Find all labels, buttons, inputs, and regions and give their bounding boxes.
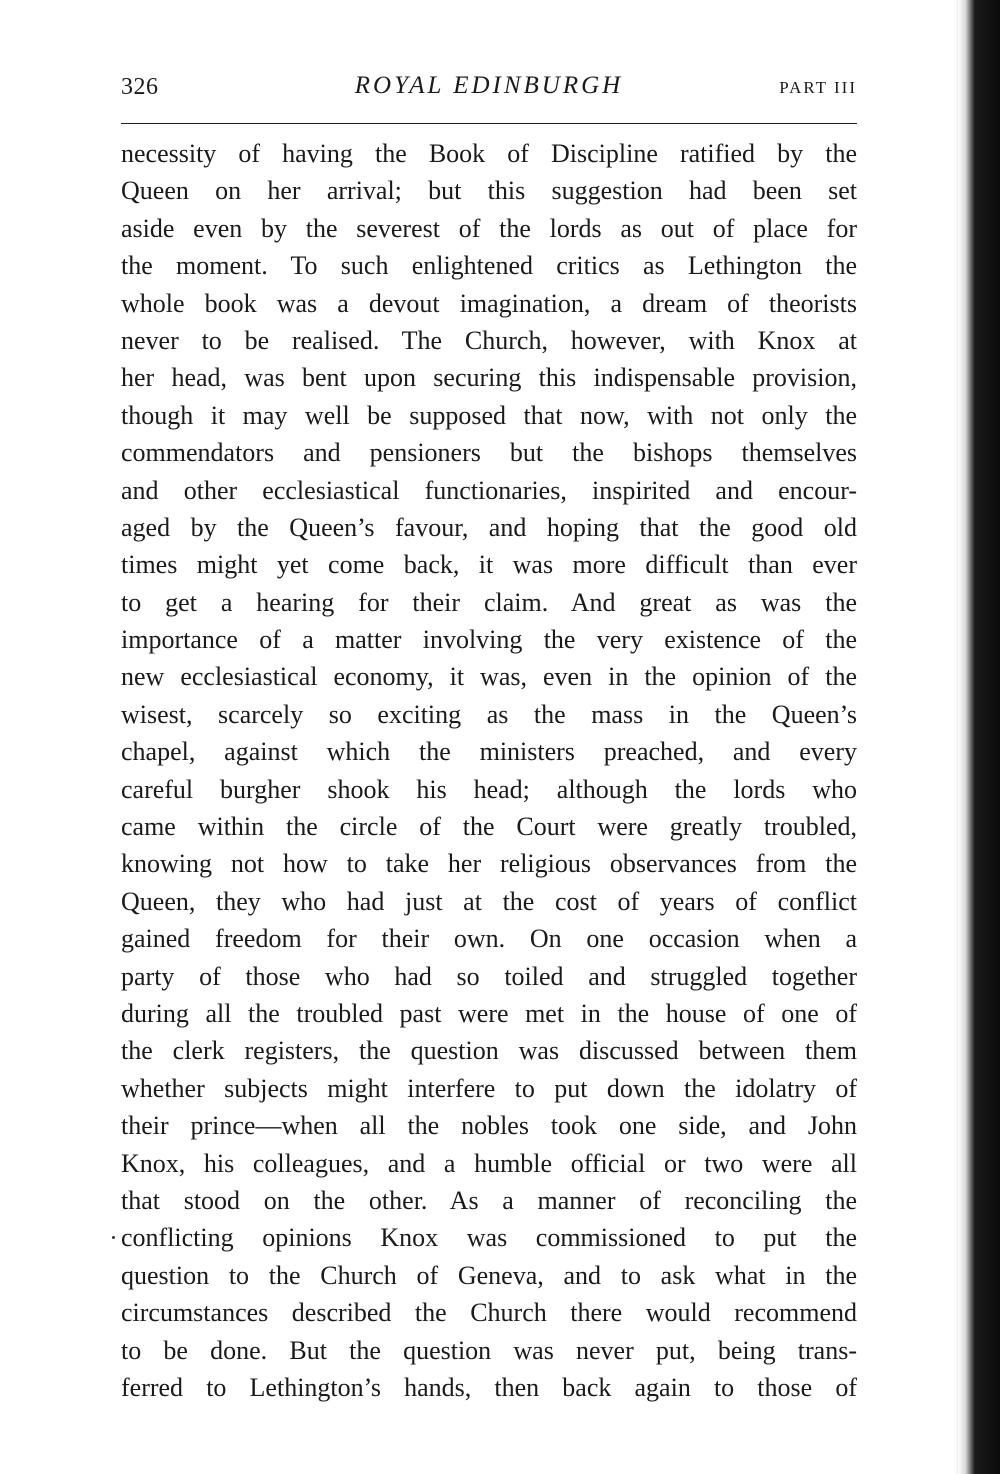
text-line: the moment. To such enlightened critics as Lethington the xyxy=(121,251,857,281)
text-line: aged by the Queen’s favour, and hoping that the good old xyxy=(121,512,857,542)
body-text xyxy=(121,135,857,1406)
text-line: circumstances described the Church there would recommend xyxy=(121,1298,857,1328)
text-line: their prince—when all the nobles took one side, and John xyxy=(121,1111,857,1141)
text-line: necessity of having the Book of Discipline ratified by the xyxy=(121,139,857,168)
text-line: the clerk registers, the question was discussed between them xyxy=(121,1036,857,1066)
text-line: party of those who had so toiled and struggled together xyxy=(121,961,857,991)
text-line: Knox, his colleagues, and a humble official or two were all xyxy=(121,1148,857,1178)
text-line: new ecclesiastical economy, it was, even in the opinion of the xyxy=(121,662,857,692)
running-header xyxy=(121,72,857,108)
text-line: importance of a matter involving the very existence of the xyxy=(121,625,857,655)
text-line: times might yet come back, it was more difficult than ever xyxy=(121,550,857,580)
text-line: and other ecclesiastical functionaries, inspirited and encour- xyxy=(121,475,857,505)
text-line: her head, was bent upon securing this indispensable provision, xyxy=(121,363,857,393)
text-line: knowing not how to take her religious observances from the xyxy=(121,849,857,879)
text-line: wisest, scarcely so exciting as the mass in the Queen’s xyxy=(121,699,857,729)
text-line: chapel, against which the ministers preached, and every xyxy=(121,737,857,767)
text-line: question to the Church of Geneva, and to ask what in the xyxy=(121,1260,857,1290)
text-line: during all the troubled past were met in the house of one of xyxy=(121,998,857,1028)
text-line: careful burgher shook his head; although the lords who xyxy=(121,774,857,804)
text-line: to get a hearing for their claim. And great as was the xyxy=(121,587,857,617)
binding-edge xyxy=(958,0,1000,1474)
text-line: commendators and pensioners but the bishops themselves xyxy=(121,438,857,468)
text-line: came within the circle of the Court were greatly troubled, xyxy=(121,812,857,842)
text-line: whole book was a devout imagination, a dream of theorists xyxy=(121,288,857,318)
text-line: whether subjects might interfere to put down the idolatry of xyxy=(121,1073,857,1103)
text-line: though it may well be supposed that now, with not only the xyxy=(121,400,857,430)
stray-ink-mark xyxy=(112,1236,115,1239)
header-rule xyxy=(121,123,857,124)
text-line: never to be realised. The Church, however, with Knox at xyxy=(121,325,857,355)
book-title: ROYAL EDINBURGH xyxy=(354,72,624,99)
text-line: that stood on the other. As a manner of reconciling the xyxy=(121,1185,857,1215)
text-line: aside even by the severest of the lords as out of place for xyxy=(121,213,857,243)
page-number: 326 xyxy=(121,74,159,100)
text-line: Queen on her arrival; but this suggestion had been set xyxy=(121,176,857,206)
part-label: PART III xyxy=(779,78,857,97)
text-line: Queen, they who had just at the cost of years of conflict xyxy=(121,886,857,916)
text-line: gained freedom for their own. On one occasion when a xyxy=(121,924,857,954)
text-line: conflicting opinions Knox was commissioned to put the xyxy=(121,1223,857,1253)
text-line: ferred to Lethington’s hands, then back again to those of xyxy=(121,1372,857,1402)
text-line: to be done. But the question was never put, being trans- xyxy=(121,1335,857,1365)
